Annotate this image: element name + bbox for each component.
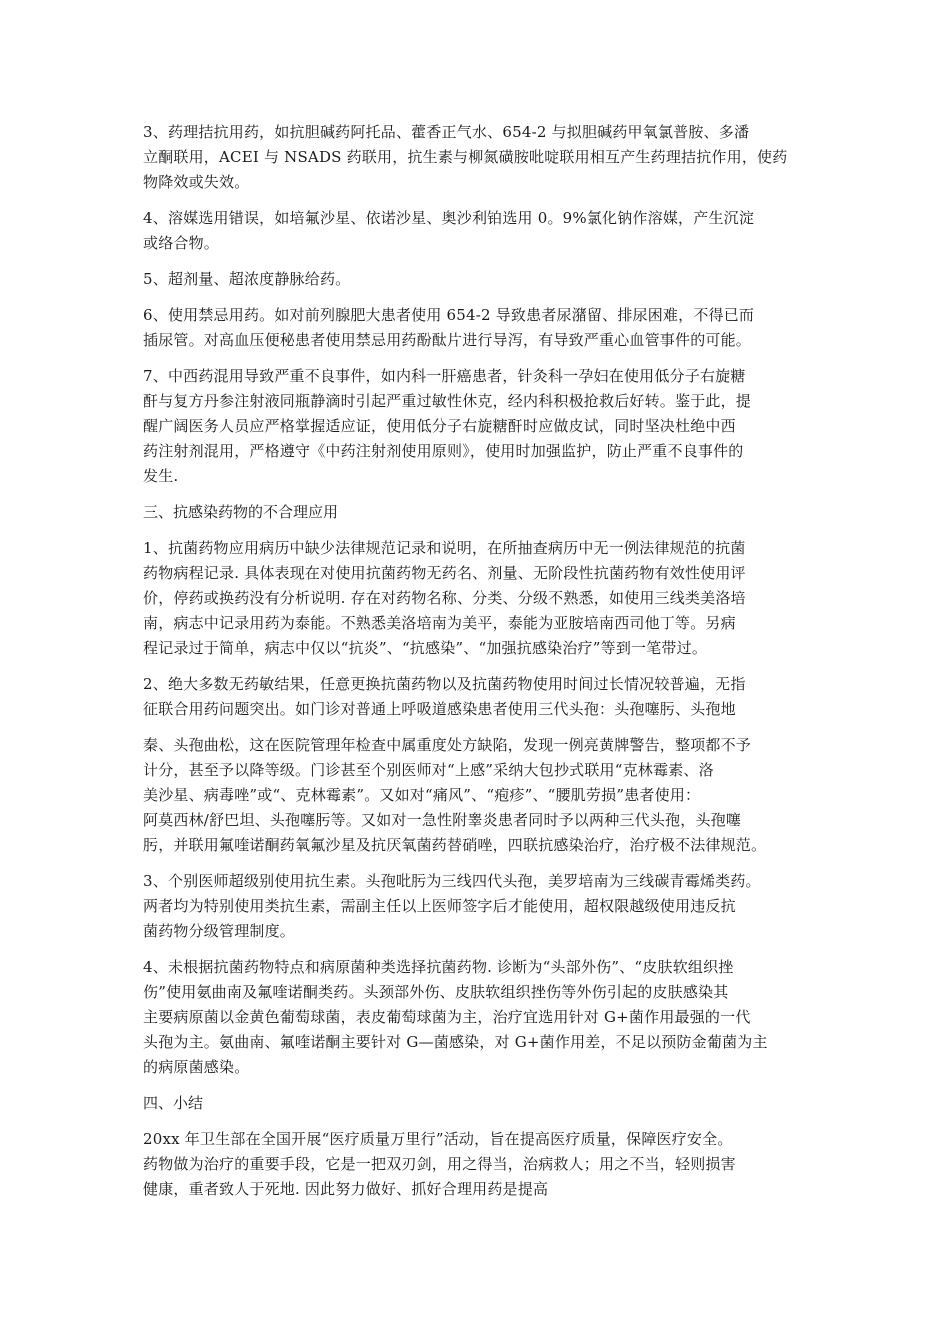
text-line: 秦、头孢曲松，这在医院管理年检查中属重度处方缺陷，发现一例亮黄牌警告，整项都不予 <box>143 736 752 754</box>
text-line: 2、绝大多数无药敏结果，任意更换抗菌药物以及抗菌药物使用时间过长情况较普遍，无指 <box>143 675 746 693</box>
text-line: 程记录过于简单，病志中仅以“抗炎”、“抗感染”、“加强抗感染治疗”等到一笔带过。 <box>143 639 708 657</box>
paragraph <box>143 733 823 858</box>
text-line: 价，停药或换药没有分析说明. 存在对药物名称、分类、分级不熟悉，如使用三线类美洛培 <box>143 589 746 607</box>
text-line: 阿莫西林/舒巴坦、头孢噻肟等。又如对一急性附睾炎患者同时予以两种三代头孢，头孢噻 <box>143 811 742 829</box>
text-line: 南，病志中记录用药为泰能。不熟悉美洛培南为美平，泰能为亚胺培南西司他丁等。另病 <box>143 614 736 632</box>
text-line: 菌药物分级管理制度。 <box>143 922 296 940</box>
paragraph <box>143 120 823 195</box>
text-line: 物降效或失效。 <box>143 173 250 191</box>
text-line: 健康，重者致人于死地. 因此努力做好、抓好合理用药是提高 <box>143 1180 549 1198</box>
text-line: 4、溶媒选用错误，如培氟沙星、依诺沙星、奥沙利铂选用 0。9%氯化钠作溶媒，产生沉淀 <box>143 209 755 227</box>
text-line: 或络合物。 <box>143 234 220 252</box>
text-line: 立酮联用，ACEI 与 NSADS 药联用，抗生素与柳氮磺胺吡啶联用相互产生药理拮抗作用，使药 <box>143 148 788 166</box>
text-line: 三、抗感染药物的不合理应用 <box>143 503 339 521</box>
text-line: 1、抗菌药物应用病历中缺少法律规范记录和说明，在所抽查病历中无一例法律规范的抗菌 <box>143 539 746 557</box>
text-line: 3、个别医师超级别使用抗生素。头孢吡肟为三线四代头孢，美罗培南为三线碳青霉烯类药。 <box>143 872 761 890</box>
text-line: 计分，甚至予以降等级。门诊甚至个别医师对“上感”采纳大包抄式联用“克林霉素、洛 <box>143 761 714 779</box>
text-line: 3、药理拮抗用药，如抗胆碱药阿托品、藿香正气水、654-2 与拟胆碱药甲氧氯普胺、多潘 <box>143 123 750 141</box>
text-line: 的病原菌感染。 <box>143 1058 250 1076</box>
text-line: 美沙星、病毒唑”或“、克林霉素”。又如对“痛风”、“疱疹”、“腰肌劳损”患者使用： <box>143 786 701 804</box>
paragraph <box>143 364 823 489</box>
text-line: 酐与复方丹参注射液同瓶静滴时引起严重过敏性休克，经内科积极抢救后好转。鉴于此，提 <box>143 392 752 410</box>
document-body <box>143 120 823 1213</box>
paragraph <box>143 672 823 722</box>
paragraph <box>143 955 823 1080</box>
text-line: 药物病程记录. 具体表现在对使用抗菌药物无药名、剂量、无阶段性抗菌药物有效性使用评 <box>143 564 746 582</box>
text-line: 四、小结 <box>143 1094 204 1112</box>
text-line: 肟，并联用氟喹诺酮药氧氟沙星及抗厌氧菌药替硝唑，四联抗感染治疗，治疗极不法律规范。 <box>143 836 767 854</box>
paragraph <box>143 536 823 661</box>
text-line: 4、未根据抗菌药物特点和病原菌种类选择抗菌药物. 诊断为“头部外伤”、“皮肤软组织挫 <box>143 958 734 976</box>
text-line: 头孢为主。氨曲南、氟喹诺酮主要针对 G—菌感染，对 G+菌作用差，不足以预防金葡菌为主 <box>143 1033 768 1051</box>
paragraph <box>143 303 823 353</box>
text-line: 5、超剂量、超浓度静脉给药。 <box>143 270 351 288</box>
section-heading <box>143 1091 823 1116</box>
text-line: 伤”使用氨曲南及氟喹诺酮类药。头颈部外伤、皮肤软组织挫伤等外伤引起的皮肤感染其 <box>143 983 729 1001</box>
text-line: 醒广阔医务人员应严格掌握适应证，使用低分子右旋糖酐时应做皮试，同时坚决杜绝中西 <box>143 417 736 435</box>
paragraph <box>143 206 823 256</box>
text-line: 插尿管。对高血压便秘患者使用禁忌用药酚酞片进行导泻，有导致严重心血管事件的可能。 <box>143 331 752 349</box>
text-line: 发生. <box>143 467 179 485</box>
text-line: 药注射剂混用，严格遵守《中药注射剂使用原则》，使用时加强监护，防止严重不良事件的 <box>143 442 744 460</box>
section-heading <box>143 500 823 525</box>
text-line: 6、使用禁忌用药。如对前列腺肥大患者使用 654-2 导致患者尿潴留、排尿困难，不得已而 <box>143 306 755 324</box>
text-line: 两者均为特别使用类抗生素，需副主任以上医师签字后才能使用，超权限越级使用违反抗 <box>143 897 736 915</box>
paragraph <box>143 869 823 944</box>
text-line: 7、中西药混用导致严重不良事件，如内科一肝癌患者，针灸科一孕妇在使用低分子右旋糖 <box>143 367 746 385</box>
text-line: 征联合用药问题突出。如门诊对普通上呼吸道感染患者使用三代头孢：头孢噻肟、头孢地 <box>143 700 736 718</box>
text-line: 20xx 年卫生部在全国开展“医疗质量万里行”活动，旨在提高医疗质量，保障医疗安全。 <box>143 1130 733 1148</box>
text-line: 主要病原菌以金黄色葡萄球菌，表皮葡萄球菌为主，治疗宜选用针对 G+菌作用最强的一代 <box>143 1008 751 1026</box>
paragraph <box>143 267 823 292</box>
paragraph <box>143 1127 823 1202</box>
text-line: 药物做为治疗的重要手段，它是一把双刃剑，用之得当，治病救人；用之不当，轻则损害 <box>143 1155 736 1173</box>
